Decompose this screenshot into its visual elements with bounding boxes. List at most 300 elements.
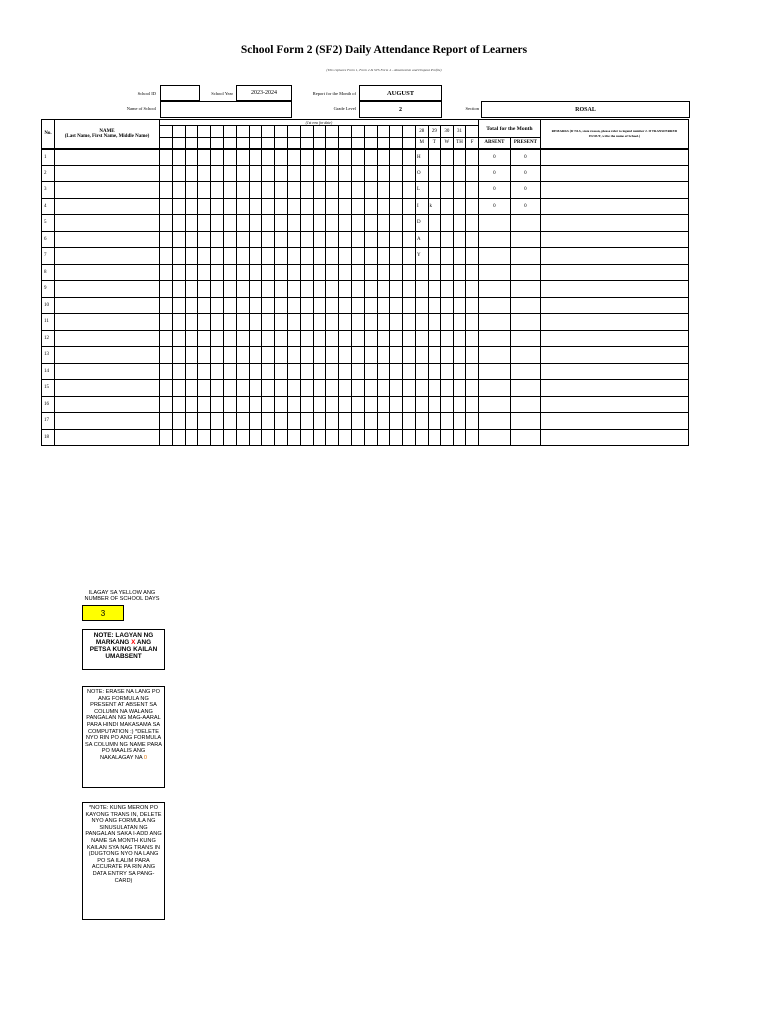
attendance-cell[interactable] bbox=[453, 231, 466, 248]
attendance-cell[interactable] bbox=[313, 429, 326, 446]
learner-name-cell[interactable] bbox=[55, 165, 160, 182]
attendance-cell[interactable] bbox=[390, 215, 403, 232]
attendance-cell[interactable] bbox=[249, 264, 262, 281]
remarks-cell[interactable] bbox=[540, 413, 688, 430]
attendance-cell[interactable] bbox=[275, 429, 288, 446]
attendance-cell[interactable] bbox=[390, 380, 403, 397]
attendance-cell[interactable] bbox=[236, 198, 249, 215]
attendance-cell[interactable] bbox=[249, 248, 262, 265]
attendance-cell[interactable] bbox=[339, 182, 352, 199]
attendance-cell[interactable] bbox=[390, 297, 403, 314]
learner-name-cell[interactable] bbox=[55, 380, 160, 397]
attendance-cell[interactable] bbox=[300, 231, 313, 248]
attendance-cell[interactable] bbox=[466, 281, 479, 298]
attendance-cell[interactable] bbox=[211, 297, 224, 314]
learner-name-cell[interactable] bbox=[55, 149, 160, 166]
date-cell[interactable] bbox=[160, 126, 173, 138]
attendance-cell[interactable] bbox=[453, 264, 466, 281]
attendance-cell[interactable] bbox=[211, 314, 224, 331]
attendance-cell[interactable] bbox=[390, 330, 403, 347]
attendance-cell[interactable] bbox=[160, 281, 173, 298]
attendance-cell[interactable] bbox=[313, 363, 326, 380]
attendance-cell[interactable] bbox=[364, 281, 377, 298]
attendance-cell[interactable] bbox=[262, 297, 275, 314]
school-days-input[interactable]: 3 bbox=[82, 605, 124, 621]
attendance-cell[interactable] bbox=[441, 380, 454, 397]
attendance-cell[interactable] bbox=[185, 330, 198, 347]
attendance-cell[interactable] bbox=[466, 330, 479, 347]
attendance-cell[interactable] bbox=[326, 165, 339, 182]
attendance-cell[interactable] bbox=[262, 396, 275, 413]
attendance-cell[interactable] bbox=[249, 165, 262, 182]
attendance-cell[interactable] bbox=[236, 264, 249, 281]
attendance-cell[interactable] bbox=[275, 314, 288, 331]
attendance-cell[interactable] bbox=[313, 231, 326, 248]
attendance-cell[interactable] bbox=[441, 149, 454, 166]
attendance-cell[interactable] bbox=[326, 314, 339, 331]
attendance-cell[interactable] bbox=[403, 380, 416, 397]
attendance-cell[interactable] bbox=[403, 429, 416, 446]
attendance-cell[interactable] bbox=[223, 248, 236, 265]
attendance-cell[interactable] bbox=[390, 396, 403, 413]
attendance-cell[interactable] bbox=[236, 330, 249, 347]
attendance-cell[interactable] bbox=[211, 182, 224, 199]
attendance-cell[interactable] bbox=[160, 330, 173, 347]
attendance-cell[interactable] bbox=[351, 198, 364, 215]
attendance-cell[interactable] bbox=[466, 149, 479, 166]
date-cell[interactable] bbox=[287, 126, 300, 138]
attendance-cell[interactable] bbox=[428, 380, 441, 397]
attendance-cell[interactable] bbox=[172, 149, 185, 166]
attendance-cell[interactable] bbox=[441, 248, 454, 265]
attendance-cell[interactable] bbox=[198, 330, 211, 347]
learner-name-cell[interactable] bbox=[55, 330, 160, 347]
attendance-cell[interactable] bbox=[377, 297, 390, 314]
attendance-cell[interactable] bbox=[326, 198, 339, 215]
attendance-cell[interactable] bbox=[390, 281, 403, 298]
attendance-cell[interactable] bbox=[441, 429, 454, 446]
attendance-cell[interactable] bbox=[351, 165, 364, 182]
attendance-cell[interactable] bbox=[403, 330, 416, 347]
attendance-cell[interactable] bbox=[326, 182, 339, 199]
attendance-cell[interactable] bbox=[262, 429, 275, 446]
attendance-cell[interactable] bbox=[441, 347, 454, 364]
attendance-cell[interactable] bbox=[275, 248, 288, 265]
attendance-cell[interactable] bbox=[377, 231, 390, 248]
learner-name-cell[interactable] bbox=[55, 248, 160, 265]
attendance-cell[interactable] bbox=[300, 281, 313, 298]
date-cell[interactable] bbox=[172, 126, 185, 138]
attendance-cell[interactable] bbox=[441, 297, 454, 314]
attendance-cell[interactable] bbox=[236, 363, 249, 380]
attendance-cell[interactable] bbox=[339, 413, 352, 430]
attendance-cell[interactable] bbox=[415, 330, 428, 347]
attendance-cell[interactable] bbox=[249, 215, 262, 232]
attendance-cell[interactable] bbox=[453, 215, 466, 232]
holiday-letter[interactable]: Y bbox=[415, 248, 428, 265]
attendance-cell[interactable] bbox=[415, 413, 428, 430]
attendance-cell[interactable] bbox=[377, 198, 390, 215]
attendance-cell[interactable] bbox=[287, 215, 300, 232]
attendance-cell[interactable] bbox=[415, 396, 428, 413]
attendance-cell[interactable] bbox=[172, 182, 185, 199]
attendance-cell[interactable] bbox=[390, 182, 403, 199]
date-cell[interactable] bbox=[275, 126, 288, 138]
attendance-cell[interactable] bbox=[390, 314, 403, 331]
attendance-cell[interactable] bbox=[249, 347, 262, 364]
attendance-cell[interactable] bbox=[428, 429, 441, 446]
attendance-cell[interactable] bbox=[275, 264, 288, 281]
attendance-cell[interactable] bbox=[466, 264, 479, 281]
attendance-cell[interactable] bbox=[453, 248, 466, 265]
attendance-cell[interactable] bbox=[339, 314, 352, 331]
school-year-field[interactable]: 2023-2024 bbox=[236, 85, 292, 101]
attendance-cell[interactable] bbox=[313, 182, 326, 199]
attendance-cell[interactable] bbox=[403, 182, 416, 199]
attendance-cell[interactable] bbox=[275, 347, 288, 364]
attendance-cell[interactable] bbox=[249, 198, 262, 215]
attendance-cell[interactable] bbox=[287, 297, 300, 314]
attendance-cell[interactable] bbox=[403, 297, 416, 314]
attendance-cell[interactable] bbox=[351, 149, 364, 166]
attendance-cell[interactable] bbox=[339, 347, 352, 364]
attendance-cell[interactable] bbox=[223, 396, 236, 413]
attendance-cell[interactable] bbox=[211, 231, 224, 248]
attendance-cell[interactable] bbox=[172, 429, 185, 446]
attendance-cell[interactable] bbox=[428, 297, 441, 314]
attendance-cell[interactable] bbox=[249, 149, 262, 166]
learner-name-cell[interactable] bbox=[55, 347, 160, 364]
attendance-cell[interactable] bbox=[223, 347, 236, 364]
attendance-cell[interactable] bbox=[326, 231, 339, 248]
attendance-cell[interactable] bbox=[313, 248, 326, 265]
attendance-cell[interactable] bbox=[300, 380, 313, 397]
remarks-cell[interactable] bbox=[540, 396, 688, 413]
attendance-cell[interactable] bbox=[351, 314, 364, 331]
attendance-cell[interactable] bbox=[441, 264, 454, 281]
date-cell[interactable]: 31 bbox=[453, 126, 466, 138]
attendance-cell[interactable] bbox=[236, 231, 249, 248]
attendance-cell[interactable] bbox=[466, 314, 479, 331]
attendance-cell[interactable] bbox=[223, 281, 236, 298]
attendance-cell[interactable] bbox=[172, 198, 185, 215]
attendance-cell[interactable] bbox=[339, 264, 352, 281]
attendance-cell[interactable] bbox=[223, 149, 236, 166]
attendance-cell[interactable] bbox=[351, 182, 364, 199]
attendance-cell[interactable] bbox=[339, 297, 352, 314]
attendance-cell[interactable] bbox=[428, 264, 441, 281]
attendance-cell[interactable] bbox=[364, 347, 377, 364]
attendance-cell[interactable] bbox=[185, 314, 198, 331]
attendance-cell[interactable] bbox=[275, 149, 288, 166]
attendance-cell[interactable] bbox=[428, 347, 441, 364]
attendance-cell[interactable] bbox=[185, 165, 198, 182]
attendance-cell[interactable] bbox=[441, 281, 454, 298]
attendance-cell[interactable] bbox=[172, 314, 185, 331]
attendance-cell[interactable] bbox=[287, 330, 300, 347]
attendance-cell[interactable] bbox=[275, 281, 288, 298]
attendance-cell[interactable] bbox=[403, 149, 416, 166]
attendance-cell[interactable] bbox=[262, 264, 275, 281]
attendance-cell[interactable] bbox=[211, 165, 224, 182]
attendance-cell[interactable] bbox=[236, 248, 249, 265]
attendance-cell[interactable] bbox=[300, 198, 313, 215]
date-cell[interactable] bbox=[390, 126, 403, 138]
attendance-cell[interactable] bbox=[339, 363, 352, 380]
attendance-cell[interactable] bbox=[223, 330, 236, 347]
attendance-cell[interactable] bbox=[185, 396, 198, 413]
attendance-cell[interactable] bbox=[364, 380, 377, 397]
attendance-cell[interactable] bbox=[236, 429, 249, 446]
attendance-cell[interactable] bbox=[313, 165, 326, 182]
attendance-cell[interactable] bbox=[249, 380, 262, 397]
attendance-cell[interactable] bbox=[198, 149, 211, 166]
attendance-cell[interactable] bbox=[160, 165, 173, 182]
attendance-cell[interactable] bbox=[249, 413, 262, 430]
attendance-cell[interactable] bbox=[275, 165, 288, 182]
attendance-cell[interactable] bbox=[466, 231, 479, 248]
attendance-cell[interactable] bbox=[198, 314, 211, 331]
attendance-cell[interactable] bbox=[326, 215, 339, 232]
attendance-cell[interactable] bbox=[198, 380, 211, 397]
attendance-cell[interactable] bbox=[403, 413, 416, 430]
attendance-cell[interactable] bbox=[160, 215, 173, 232]
attendance-cell[interactable] bbox=[377, 380, 390, 397]
attendance-cell[interactable] bbox=[351, 413, 364, 430]
attendance-cell[interactable] bbox=[403, 198, 416, 215]
date-cell[interactable]: 28 bbox=[415, 126, 428, 138]
date-cell[interactable] bbox=[262, 126, 275, 138]
grade-level-field[interactable]: 2 bbox=[359, 101, 442, 118]
attendance-cell[interactable] bbox=[364, 182, 377, 199]
attendance-cell[interactable] bbox=[262, 215, 275, 232]
attendance-cell[interactable] bbox=[377, 281, 390, 298]
attendance-cell[interactable] bbox=[326, 363, 339, 380]
attendance-cell[interactable] bbox=[185, 264, 198, 281]
attendance-cell[interactable] bbox=[300, 297, 313, 314]
attendance-cell[interactable] bbox=[415, 429, 428, 446]
remarks-cell[interactable] bbox=[540, 297, 688, 314]
attendance-cell[interactable] bbox=[275, 231, 288, 248]
date-cell[interactable]: 29 bbox=[428, 126, 441, 138]
attendance-cell[interactable] bbox=[351, 429, 364, 446]
attendance-cell[interactable] bbox=[466, 380, 479, 397]
learner-name-cell[interactable] bbox=[55, 396, 160, 413]
learner-name-cell[interactable] bbox=[55, 215, 160, 232]
attendance-cell[interactable] bbox=[198, 363, 211, 380]
attendance-cell[interactable] bbox=[428, 149, 441, 166]
attendance-cell[interactable] bbox=[390, 413, 403, 430]
attendance-cell[interactable] bbox=[339, 380, 352, 397]
attendance-cell[interactable] bbox=[287, 182, 300, 199]
attendance-cell[interactable] bbox=[453, 347, 466, 364]
attendance-cell[interactable] bbox=[287, 413, 300, 430]
attendance-cell[interactable] bbox=[300, 413, 313, 430]
attendance-cell[interactable] bbox=[223, 198, 236, 215]
attendance-cell[interactable] bbox=[275, 215, 288, 232]
attendance-cell[interactable] bbox=[351, 297, 364, 314]
attendance-cell[interactable] bbox=[377, 429, 390, 446]
attendance-cell[interactable] bbox=[364, 215, 377, 232]
attendance-cell[interactable] bbox=[223, 264, 236, 281]
attendance-cell[interactable] bbox=[275, 363, 288, 380]
attendance-cell[interactable] bbox=[453, 182, 466, 199]
attendance-cell[interactable] bbox=[160, 264, 173, 281]
attendance-cell[interactable] bbox=[172, 347, 185, 364]
attendance-cell[interactable] bbox=[236, 149, 249, 166]
attendance-cell[interactable] bbox=[262, 231, 275, 248]
attendance-cell[interactable] bbox=[160, 347, 173, 364]
attendance-cell[interactable] bbox=[453, 429, 466, 446]
attendance-cell[interactable] bbox=[198, 165, 211, 182]
attendance-cell[interactable] bbox=[300, 182, 313, 199]
attendance-cell[interactable] bbox=[390, 363, 403, 380]
attendance-cell[interactable] bbox=[403, 281, 416, 298]
attendance-cell[interactable] bbox=[428, 215, 441, 232]
attendance-cell[interactable] bbox=[364, 314, 377, 331]
remarks-cell[interactable] bbox=[540, 380, 688, 397]
attendance-cell[interactable] bbox=[441, 231, 454, 248]
attendance-cell[interactable] bbox=[185, 198, 198, 215]
attendance-cell[interactable] bbox=[313, 396, 326, 413]
attendance-cell[interactable] bbox=[185, 248, 198, 265]
attendance-cell[interactable] bbox=[160, 363, 173, 380]
attendance-cell[interactable] bbox=[236, 297, 249, 314]
attendance-cell[interactable] bbox=[326, 380, 339, 397]
attendance-cell[interactable] bbox=[172, 264, 185, 281]
attendance-cell[interactable] bbox=[211, 363, 224, 380]
attendance-cell[interactable] bbox=[466, 297, 479, 314]
attendance-cell[interactable] bbox=[428, 281, 441, 298]
attendance-cell[interactable] bbox=[185, 182, 198, 199]
attendance-cell[interactable] bbox=[300, 330, 313, 347]
attendance-cell[interactable] bbox=[403, 363, 416, 380]
attendance-cell[interactable] bbox=[185, 413, 198, 430]
attendance-cell[interactable] bbox=[236, 347, 249, 364]
attendance-cell[interactable] bbox=[211, 347, 224, 364]
school-id-field[interactable] bbox=[160, 85, 200, 101]
attendance-cell[interactable] bbox=[351, 215, 364, 232]
attendance-cell[interactable] bbox=[236, 314, 249, 331]
attendance-cell[interactable] bbox=[428, 363, 441, 380]
attendance-cell[interactable] bbox=[198, 182, 211, 199]
attendance-cell[interactable] bbox=[262, 347, 275, 364]
attendance-cell[interactable] bbox=[223, 429, 236, 446]
attendance-cell[interactable] bbox=[223, 215, 236, 232]
attendance-cell[interactable] bbox=[428, 231, 441, 248]
attendance-cell[interactable] bbox=[185, 347, 198, 364]
date-cell[interactable] bbox=[403, 126, 416, 138]
attendance-cell[interactable] bbox=[262, 380, 275, 397]
attendance-cell[interactable] bbox=[428, 182, 441, 199]
attendance-cell[interactable] bbox=[287, 264, 300, 281]
attendance-cell[interactable] bbox=[441, 363, 454, 380]
attendance-cell[interactable] bbox=[364, 330, 377, 347]
attendance-cell[interactable] bbox=[249, 429, 262, 446]
learner-name-cell[interactable] bbox=[55, 413, 160, 430]
attendance-cell[interactable] bbox=[185, 215, 198, 232]
attendance-cell[interactable] bbox=[287, 198, 300, 215]
date-cell[interactable] bbox=[364, 126, 377, 138]
attendance-cell[interactable] bbox=[262, 248, 275, 265]
attendance-cell[interactable] bbox=[466, 429, 479, 446]
attendance-cell[interactable] bbox=[351, 248, 364, 265]
attendance-cell[interactable] bbox=[364, 363, 377, 380]
attendance-cell[interactable] bbox=[326, 264, 339, 281]
attendance-cell[interactable] bbox=[326, 297, 339, 314]
attendance-cell[interactable] bbox=[300, 264, 313, 281]
attendance-cell[interactable] bbox=[351, 347, 364, 364]
attendance-cell[interactable] bbox=[160, 231, 173, 248]
date-cell[interactable] bbox=[211, 126, 224, 138]
attendance-cell[interactable] bbox=[326, 396, 339, 413]
attendance-cell[interactable] bbox=[223, 231, 236, 248]
attendance-cell[interactable] bbox=[339, 396, 352, 413]
attendance-cell[interactable] bbox=[441, 215, 454, 232]
remarks-cell[interactable] bbox=[540, 215, 688, 232]
attendance-cell[interactable] bbox=[160, 396, 173, 413]
holiday-letter[interactable]: H bbox=[415, 149, 428, 166]
remarks-cell[interactable] bbox=[540, 363, 688, 380]
attendance-cell[interactable] bbox=[236, 182, 249, 199]
attendance-cell[interactable] bbox=[339, 429, 352, 446]
attendance-cell[interactable] bbox=[364, 248, 377, 265]
attendance-cell[interactable] bbox=[377, 264, 390, 281]
attendance-cell[interactable] bbox=[377, 413, 390, 430]
attendance-cell[interactable] bbox=[326, 330, 339, 347]
holiday-letter[interactable]: D bbox=[415, 215, 428, 232]
attendance-cell[interactable] bbox=[453, 314, 466, 331]
attendance-cell[interactable] bbox=[172, 297, 185, 314]
attendance-cell[interactable] bbox=[198, 429, 211, 446]
attendance-cell[interactable] bbox=[172, 380, 185, 397]
attendance-cell[interactable] bbox=[211, 429, 224, 446]
attendance-cell[interactable] bbox=[441, 165, 454, 182]
attendance-cell[interactable] bbox=[160, 248, 173, 265]
learner-name-cell[interactable] bbox=[55, 363, 160, 380]
attendance-cell[interactable] bbox=[300, 165, 313, 182]
date-cell[interactable] bbox=[339, 126, 352, 138]
attendance-cell[interactable] bbox=[313, 264, 326, 281]
attendance-cell[interactable] bbox=[351, 281, 364, 298]
attendance-cell[interactable] bbox=[198, 231, 211, 248]
attendance-cell[interactable] bbox=[390, 231, 403, 248]
attendance-cell[interactable] bbox=[287, 347, 300, 364]
attendance-cell[interactable] bbox=[403, 231, 416, 248]
remarks-cell[interactable] bbox=[540, 347, 688, 364]
attendance-cell[interactable] bbox=[313, 198, 326, 215]
attendance-cell[interactable] bbox=[377, 330, 390, 347]
attendance-cell[interactable] bbox=[211, 248, 224, 265]
holiday-letter[interactable]: O bbox=[415, 165, 428, 182]
attendance-cell[interactable] bbox=[185, 363, 198, 380]
attendance-cell[interactable] bbox=[249, 297, 262, 314]
attendance-cell[interactable] bbox=[441, 198, 454, 215]
attendance-cell[interactable] bbox=[377, 347, 390, 364]
attendance-cell[interactable] bbox=[390, 149, 403, 166]
remarks-cell[interactable] bbox=[540, 165, 688, 182]
attendance-cell[interactable] bbox=[185, 281, 198, 298]
attendance-cell[interactable] bbox=[364, 198, 377, 215]
attendance-cell[interactable] bbox=[262, 149, 275, 166]
attendance-cell[interactable] bbox=[466, 165, 479, 182]
attendance-cell[interactable] bbox=[223, 297, 236, 314]
learner-name-cell[interactable] bbox=[55, 231, 160, 248]
attendance-cell[interactable] bbox=[364, 413, 377, 430]
date-cell[interactable] bbox=[236, 126, 249, 138]
attendance-cell[interactable] bbox=[377, 182, 390, 199]
attendance-cell[interactable] bbox=[377, 149, 390, 166]
